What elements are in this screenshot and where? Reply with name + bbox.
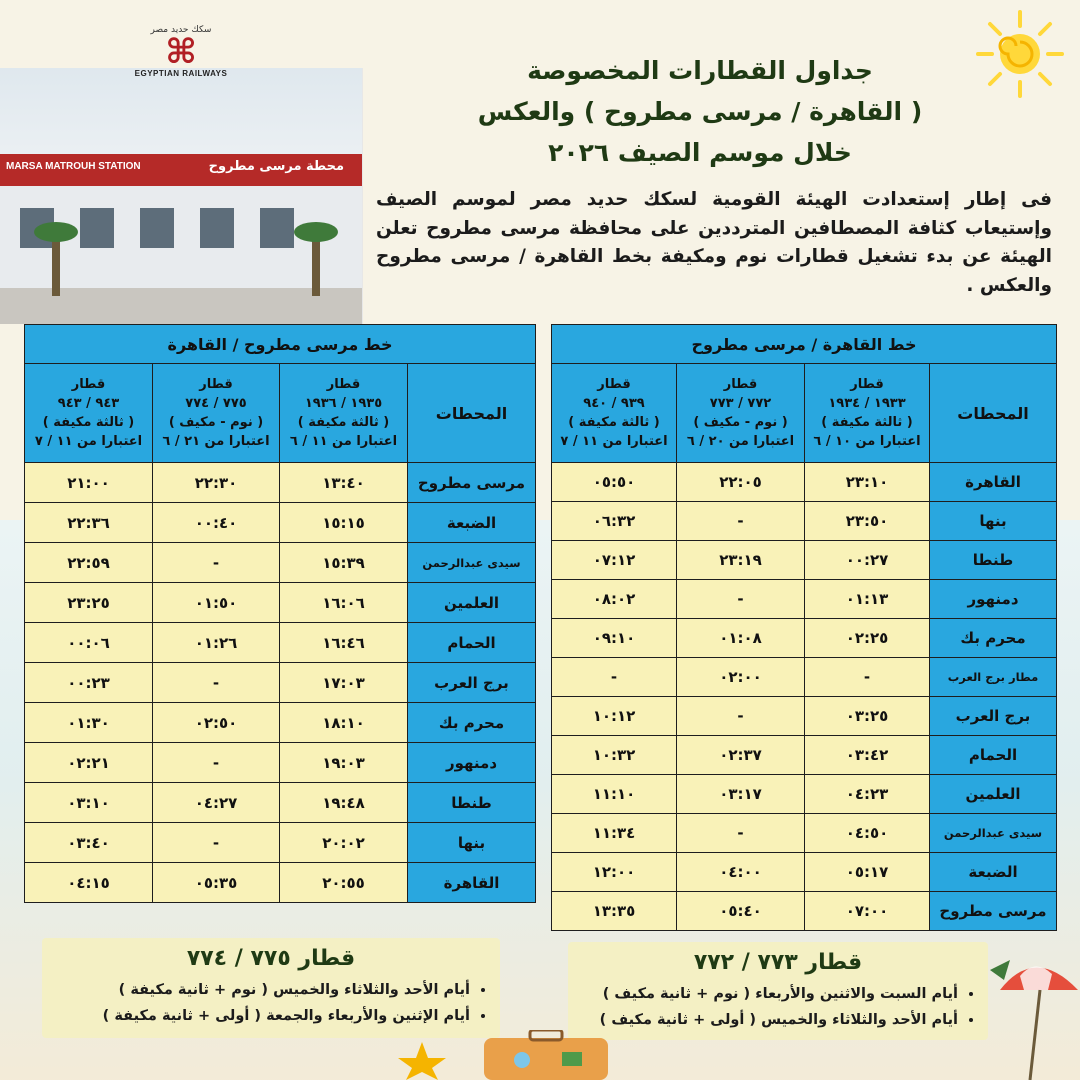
table-row [25, 703, 536, 743]
train-column-header [25, 364, 153, 463]
train-column-header [805, 364, 930, 463]
time-cell: ٠٢:٣٧ [677, 736, 805, 775]
train-column-header [677, 364, 805, 463]
time-cell: ٢١:٠٠ [25, 463, 153, 503]
time-cell: ٢٣:١٠ [805, 463, 930, 502]
time-cell: ١٩:٤٨ [280, 783, 408, 823]
time-cell: ٠٧:٠٠ [805, 892, 930, 931]
time-cell: - [153, 743, 280, 783]
time-cell: ٠٣:٤٢ [805, 736, 930, 775]
time-cell: ٠٠:٠٦ [25, 623, 153, 663]
time-cell: ١٥:٣٩ [280, 543, 408, 583]
table-row [552, 892, 1057, 931]
station-name-cell: القاهرة [408, 863, 536, 903]
train-label: قطار [199, 377, 233, 392]
time-cell: ٠٧:١٢ [552, 541, 677, 580]
time-cell: ٠٥:٥٠ [552, 463, 677, 502]
schedule-table-matrouh-to-cairo [24, 324, 536, 903]
train-start-date: اعتبارا من ١١ / ٧ [34, 434, 143, 449]
table-row [552, 736, 1057, 775]
station-name-cell: محرم بك [408, 703, 536, 743]
time-cell: ٠٤:٢٣ [805, 775, 930, 814]
time-cell: ٢٣:١٩ [677, 541, 805, 580]
time-cell: ٠١:٠٨ [677, 619, 805, 658]
time-cell: ٠١:٢٦ [153, 623, 280, 663]
time-cell: ٠٣:١٠ [25, 783, 153, 823]
table-row [552, 697, 1057, 736]
train-772-773-note [568, 942, 988, 1040]
stations-column-header: المحطات [930, 364, 1057, 463]
time-cell: ١٠:١٢ [552, 697, 677, 736]
train-numbers: ٧٧٥ / ٧٧٤ [185, 396, 247, 411]
time-cell: ١١:٣٤ [552, 814, 677, 853]
station-name-cell: دمنهور [930, 580, 1057, 619]
table-row [552, 775, 1057, 814]
time-cell: - [677, 814, 805, 853]
table-row [25, 823, 536, 863]
time-cell: ٠٤:٥٠ [805, 814, 930, 853]
train-774-775-note [42, 938, 500, 1038]
palm-tree-icon [312, 236, 320, 296]
station-name-cell: بنها [930, 502, 1057, 541]
time-cell: - [153, 543, 280, 583]
note-item: • أيام الأحد والثلاثاء والخميس ( نوم + ثانية مكيفة ) [42, 977, 470, 1003]
table-row [552, 853, 1057, 892]
time-cell: ٠٠:٢٧ [805, 541, 930, 580]
train-class: ( ثالثة مكيفة ) [42, 415, 135, 430]
station-name-cell: طنطا [408, 783, 536, 823]
time-cell: ١٧:٠٣ [280, 663, 408, 703]
table-row [552, 814, 1057, 853]
station-name-cell: برج العرب [930, 697, 1057, 736]
time-cell: ٢٢:٣٠ [153, 463, 280, 503]
station-name-cell: مطار برج العرب [930, 658, 1057, 697]
page-title [380, 50, 1020, 173]
note-item: • أيام الإثنين والأربعاء والجمعة ( أولى + ثانية مكيفة ) [42, 1003, 470, 1029]
train-column-header [552, 364, 677, 463]
time-cell: ١٠:٣٢ [552, 736, 677, 775]
time-cell: ٠٨:٠٢ [552, 580, 677, 619]
title-line-1: جداول القطارات المخصوصة [527, 56, 873, 85]
title-line-3: خلال موسم الصيف ٢٠٢٦ [548, 138, 852, 167]
time-cell: ٠٢:٢٥ [805, 619, 930, 658]
time-cell: ٠٢:٠٠ [677, 658, 805, 697]
train-start-date: اعتبارا من ١١ / ٧ [560, 434, 668, 449]
time-cell: - [677, 697, 805, 736]
time-cell: - [805, 658, 930, 697]
time-cell: ١٢:٠٠ [552, 853, 677, 892]
time-cell: - [153, 823, 280, 863]
time-cell: ٢٠:٥٥ [280, 863, 408, 903]
train-class: ( نوم - مكيف ) [693, 415, 788, 430]
table-body [25, 463, 536, 903]
time-cell: ٠٣:١٧ [677, 775, 805, 814]
train-numbers: ١٩٣٣ / ١٩٣٤ [828, 396, 906, 411]
table-row [552, 502, 1057, 541]
station-photo [0, 68, 363, 324]
time-cell: ٢٢:٣٦ [25, 503, 153, 543]
station-name-cell: القاهرة [930, 463, 1057, 502]
table-row [552, 580, 1057, 619]
train-label: قطار [597, 377, 631, 392]
time-cell: ٢٢:٠٥ [677, 463, 805, 502]
train-class: ( ثالثة مكيفة ) [568, 415, 660, 430]
station-window [260, 208, 294, 248]
palm-tree-icon [52, 236, 60, 296]
time-cell: ٠٥:٣٥ [153, 863, 280, 903]
train-numbers: ٩٣٩ / ٩٤٠ [583, 396, 645, 411]
time-cell: ٢٠:٠٢ [280, 823, 408, 863]
time-cell: ٠٢:٥٠ [153, 703, 280, 743]
station-name-cell: برج العرب [408, 663, 536, 703]
time-cell: ١١:١٠ [552, 775, 677, 814]
stations-column-header: المحطات [408, 364, 536, 463]
time-cell: ٢٢:٥٩ [25, 543, 153, 583]
time-cell: ١٦:٠٦ [280, 583, 408, 623]
logo-arabic-text: سكك حديد مصر [150, 24, 212, 35]
egyptian-railways-logo [128, 22, 234, 80]
time-cell: ٠٤:١٥ [25, 863, 153, 903]
note-item: • أيام السبت والاثنين والأربعاء ( نوم + ثانية مكيف ) [568, 981, 958, 1007]
station-name-cell: مرسى مطروح [408, 463, 536, 503]
time-cell: ٠٠:٤٠ [153, 503, 280, 543]
table-row [552, 619, 1057, 658]
intro-paragraph: فى إطار إستعدادت الهيئة القومية لسكك حديد مصر لموسم الصيف وإستيعاب كثافة المصطافين المترددين على محافظة مرسى مطروح تعلن الهيئة عن بدء تشغيل قطارات نوم ومكيفة بخط القاهرة / مرسى مطروح والعكس . [376, 189, 1052, 296]
train-start-date: اعتبارا من ٢١ / ٦ [162, 434, 270, 449]
table-title: خط القاهرة / مرسى مطروح [552, 325, 1057, 364]
station-name-cell: العلمين [930, 775, 1057, 814]
starfish-icon [392, 1040, 452, 1080]
table-row [25, 583, 536, 623]
station-sign-arabic: محطة مرسى مطروح [208, 159, 344, 174]
time-cell: - [552, 658, 677, 697]
station-name-cell: طنطا [930, 541, 1057, 580]
train-column-header [280, 364, 408, 463]
table-row [25, 623, 536, 663]
time-cell: ١٩:٠٣ [280, 743, 408, 783]
table-row [552, 541, 1057, 580]
time-cell: - [153, 663, 280, 703]
schedule-table-cairo-to-matrouh [551, 324, 1057, 931]
time-cell: ٠٤:٢٧ [153, 783, 280, 823]
note-list [568, 981, 988, 1033]
station-window [140, 208, 174, 248]
station-window [80, 208, 114, 248]
train-start-date: اعتبارا من ٢٠ / ٦ [686, 434, 795, 449]
time-cell: ٠٥:١٧ [805, 853, 930, 892]
time-cell: - [677, 580, 805, 619]
station-name-cell: الضبعة [930, 853, 1057, 892]
logo-english-text: EGYPTIAN RAILWAYS [134, 68, 228, 78]
table-row [25, 783, 536, 823]
station-name-cell: سيدى عبدالرحمن [408, 543, 536, 583]
table-row [25, 863, 536, 903]
train-class: ( ثالثة مكيفة ) [297, 415, 390, 430]
train-numbers: ٩٤٣ / ٩٤٣ [57, 396, 120, 411]
station-window [200, 208, 234, 248]
title-line-2: ( القاهرة / مرسى مطروح ) والعكس [477, 97, 923, 126]
time-cell: ٠٥:٤٠ [677, 892, 805, 931]
table-row [25, 463, 536, 503]
time-cell: ٠٤:٠٠ [677, 853, 805, 892]
time-cell: ٠٣:٤٠ [25, 823, 153, 863]
time-cell: - [677, 502, 805, 541]
table-row [25, 503, 536, 543]
note-list [42, 977, 500, 1029]
station-sign-english: MARSA MATROUH STATION [6, 161, 141, 172]
station-name-cell: العلمين [408, 583, 536, 623]
time-cell: ١٣:٣٥ [552, 892, 677, 931]
time-cell: ٠٢:٢١ [25, 743, 153, 783]
time-cell: ١٦:٤٦ [280, 623, 408, 663]
train-label: قطار [71, 377, 106, 392]
table-title: خط مرسى مطروح / القاهرة [25, 325, 536, 364]
train-column-header [153, 364, 280, 463]
station-name-cell: محرم بك [930, 619, 1057, 658]
time-cell: ٠٦:٣٢ [552, 502, 677, 541]
time-cell: ٠١:١٣ [805, 580, 930, 619]
station-name-cell: الحمام [930, 736, 1057, 775]
time-cell: ٠١:٥٠ [153, 583, 280, 623]
logo-mark-icon: ⌘ [165, 31, 197, 72]
table-body [552, 463, 1057, 931]
time-cell: ١٣:٤٠ [280, 463, 408, 503]
table-row [25, 743, 536, 783]
train-label: قطار [326, 377, 361, 392]
time-cell: ٠١:٣٠ [25, 703, 153, 743]
time-cell: ٢٣:٥٠ [805, 502, 930, 541]
train-numbers: ٧٧٢ / ٧٧٣ [709, 396, 772, 411]
station-name-cell: بنها [408, 823, 536, 863]
time-cell: ٠٩:١٠ [552, 619, 677, 658]
time-cell: ١٥:١٥ [280, 503, 408, 543]
table-row [552, 463, 1057, 502]
station-name-cell: مرسى مطروح [930, 892, 1057, 931]
note-item: • أيام الأحد والثلاثاء والخميس ( أولى + ثانية مكيف ) [568, 1007, 958, 1033]
station-name-cell: الضبعة [408, 503, 536, 543]
table-row [25, 543, 536, 583]
train-numbers: ١٩٣٥ / ١٩٣٦ [304, 396, 383, 411]
train-class: ( نوم - مكيف ) [168, 415, 264, 430]
train-label: قطار [850, 377, 884, 392]
station-name-cell: الحمام [408, 623, 536, 663]
time-cell: ٠٠:٢٣ [25, 663, 153, 703]
time-cell: ٠٣:٢٥ [805, 697, 930, 736]
note-title: قطار ٧٧٣ / ٧٧٢ [693, 950, 863, 975]
train-start-date: اعتبارا من ١٠ / ٦ [813, 434, 921, 449]
time-cell: ١٨:١٠ [280, 703, 408, 743]
note-title: قطار ٧٧٥ / ٧٧٤ [186, 946, 356, 971]
train-label: قطار [723, 377, 758, 392]
station-name-cell: سيدى عبدالرحمن [930, 814, 1057, 853]
beach-umbrella-icon [990, 950, 1080, 1080]
station-name-cell: دمنهور [408, 743, 536, 783]
table-row [552, 658, 1057, 697]
train-class: ( ثالثة مكيفة ) [821, 415, 913, 430]
table-row [25, 663, 536, 703]
train-start-date: اعتبارا من ١١ / ٦ [289, 434, 398, 449]
suitcase-icon [482, 1030, 610, 1080]
time-cell: ٢٣:٢٥ [25, 583, 153, 623]
